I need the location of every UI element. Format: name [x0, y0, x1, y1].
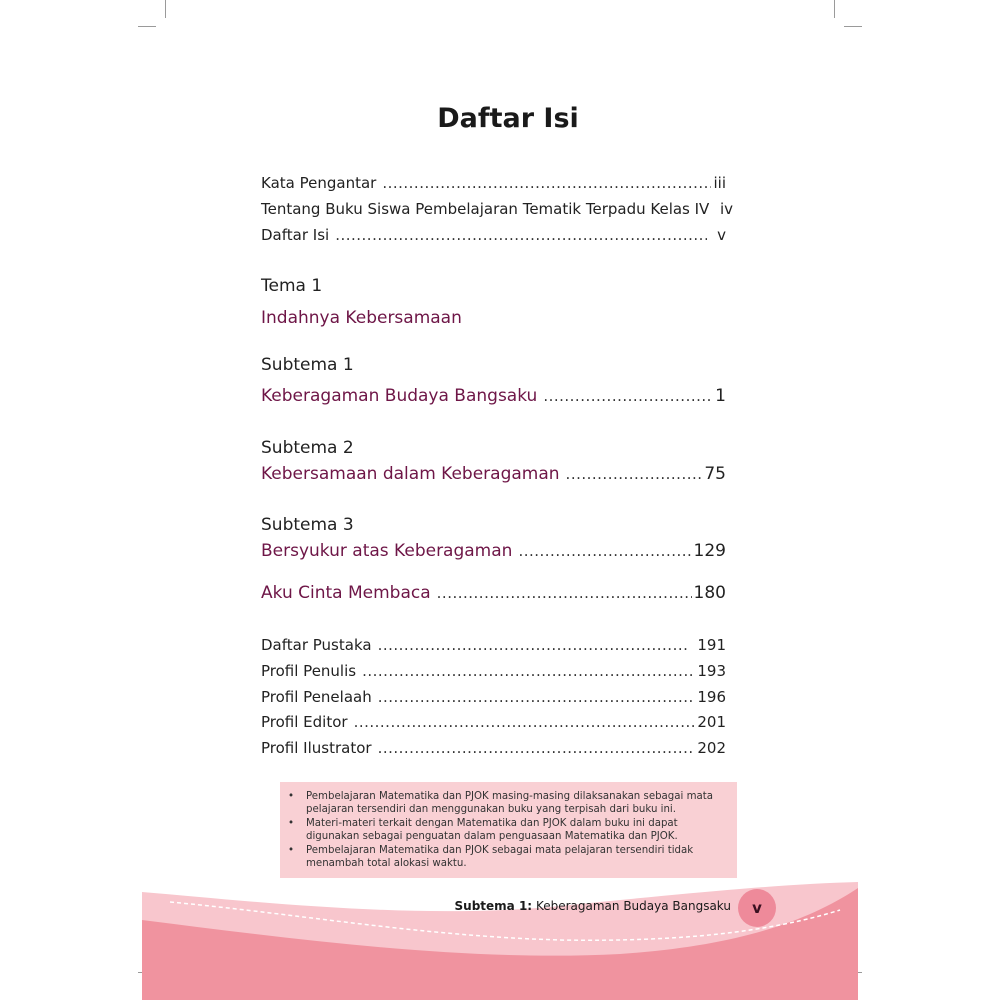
- toc-entry-page: 75: [704, 464, 726, 484]
- page-title: Daftar Isi: [437, 103, 579, 134]
- crop-mark: [165, 0, 166, 18]
- toc-entry-label: Kebersamaan dalam Keberagaman: [261, 464, 560, 484]
- toc-entry-page: 193: [697, 662, 726, 680]
- toc-entry-label: Keberagaman Budaya Bangsaku: [261, 386, 538, 406]
- crop-mark: [834, 0, 835, 18]
- crop-mark: [138, 26, 156, 27]
- leader-dots: [335, 226, 707, 244]
- toc-entry-profil-editor[interactable]: [261, 713, 726, 731]
- toc-entry-label: Tentang Buku Siswa Pembelajaran Tematik Terpadu Kelas IV: [261, 200, 710, 218]
- leader-dots: [362, 662, 695, 680]
- toc-entry-page: 191: [697, 636, 726, 654]
- toc-entry-page: 180: [693, 583, 726, 603]
- toc-entry-aku-cinta-membaca[interactable]: [261, 583, 726, 603]
- bullet: •: [288, 844, 295, 856]
- bullet: •: [288, 791, 295, 802]
- leader-dots: [518, 542, 691, 560]
- note-list: [288, 790, 727, 870]
- toc-entry-page: 202: [697, 739, 726, 757]
- toc-entry-label: Daftar Isi: [261, 226, 330, 244]
- footer-subtheme: [440, 899, 731, 913]
- toc-entry-label: Bersyukur atas Keberagaman: [261, 541, 513, 561]
- subtheme-label: Subtema 3: [261, 515, 354, 535]
- leader-dots: [378, 688, 696, 706]
- toc-entry-kata-pengantar[interactable]: [261, 174, 726, 192]
- note-item: [288, 790, 727, 817]
- leader-dots: [378, 739, 696, 757]
- crop-mark: [844, 26, 862, 27]
- leader-dots: [378, 636, 690, 654]
- leader-dots: [566, 465, 703, 483]
- toc-entry-label: Profil Editor: [261, 713, 348, 731]
- toc-entry-profil-ilustrator[interactable]: [261, 739, 726, 757]
- subtheme-label: Subtema 2: [261, 438, 354, 458]
- footer-subtheme-label: Subtema 1:: [454, 899, 533, 913]
- toc-entry-subtema-1[interactable]: [261, 386, 726, 406]
- toc-entry-profil-penulis[interactable]: [261, 662, 726, 680]
- toc-entry-page: 129: [693, 541, 726, 561]
- toc-entry-label: Profil Penulis: [261, 662, 357, 680]
- subtheme-label: Subtema 1: [261, 355, 354, 375]
- toc-entry-label: Profil Ilustrator: [261, 739, 372, 757]
- toc-entry-page: iii: [713, 174, 726, 192]
- leader-dots: [354, 713, 696, 731]
- leader-dots: [543, 387, 713, 405]
- page-number-badge: v: [738, 889, 776, 927]
- leader-dots: [437, 584, 692, 602]
- toc-entry-label: Daftar Pustaka: [261, 636, 372, 654]
- theme-label: Tema 1: [261, 276, 323, 296]
- footer-subtheme-title: Keberagaman Budaya Bangsaku: [535, 899, 731, 913]
- toc-entry-tentang-buku[interactable]: [261, 200, 733, 218]
- note-text: Materi-materi terkait dengan Matematika dan PJOK dalam buku ini dapat digunakan sebagai penguatan dalam penguasaan Matematika dan PJOK.: [306, 817, 678, 843]
- toc-entry-subtema-2[interactable]: [261, 464, 726, 484]
- toc-entry-page: v: [717, 226, 726, 244]
- note-item: [288, 844, 727, 871]
- note-item: [288, 817, 727, 844]
- toc-entry-daftar-pustaka[interactable]: [261, 636, 726, 654]
- toc-entry-daftar-isi[interactable]: [261, 226, 726, 244]
- footer-wave: [0, 880, 1000, 1000]
- theme-title[interactable]: Indahnya Kebersamaan: [261, 308, 462, 328]
- note-text: Pembelajaran Matematika dan PJOK sebagai mata pelajaran tersendiri tidak menambah total alokasi waktu.: [306, 844, 694, 870]
- bullet: •: [288, 817, 295, 829]
- note-text: Pembelajaran Matematika dan PJOK masing-masing dilaksanakan sebagai mata pelajaran tersendiri dan menggunakan buku yang terpisah dari buku ini.: [306, 791, 713, 816]
- leader-dots: [382, 174, 711, 192]
- note-box: [280, 782, 737, 878]
- toc-entry-label: Aku Cinta Membaca: [261, 583, 431, 603]
- toc-entry-label: Kata Pengantar: [261, 174, 377, 192]
- toc-entry-profil-penelaah[interactable]: [261, 688, 726, 706]
- toc-entry-subtema-3[interactable]: [261, 541, 726, 561]
- toc-entry-label: Profil Penelaah: [261, 688, 372, 706]
- toc-entry-page: 201: [697, 713, 726, 731]
- toc-entry-page: 196: [697, 688, 726, 706]
- toc-entry-page: iv: [719, 200, 733, 218]
- toc-entry-page: 1: [715, 386, 726, 406]
